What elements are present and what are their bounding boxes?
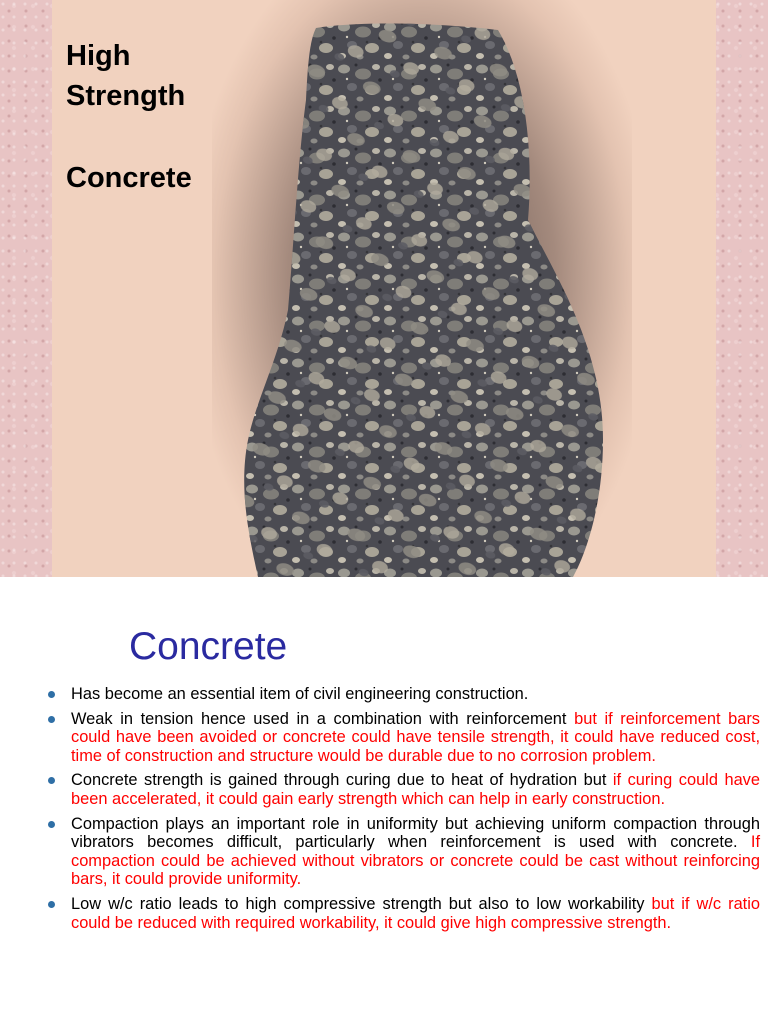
bullet-list bbox=[44, 685, 760, 938]
bullet-text: Low w/c ratio leads to high compressive strength but also to low workability bbox=[71, 894, 652, 913]
bullet-item bbox=[44, 895, 760, 932]
bullet-text: Weak in tension hence used in a combination with reinforcement bbox=[71, 709, 575, 728]
bullet-text: Has become an essential item of civil engineering construction. bbox=[71, 685, 529, 703]
bullet-highlight: if curing could have been accelerated, it could gain early strength which can help in early construction. bbox=[71, 771, 760, 808]
bullet-dot-icon bbox=[48, 691, 55, 698]
bullet-highlight: If compaction could be achieved without vibrators or concrete could be cast without reinforcing bars, it could provide uniformity. bbox=[71, 833, 760, 889]
slide1-title bbox=[66, 36, 192, 198]
bullet-item bbox=[44, 771, 760, 808]
bullet-text: Compaction plays an important role in uniformity but achieving uniform compaction through vibrators becomes difficult, particularly when reinforcement is used with concrete. bbox=[71, 814, 760, 852]
bullet-item bbox=[44, 710, 760, 766]
concrete-sample-image bbox=[198, 20, 608, 577]
title-line-concrete: Concrete bbox=[66, 162, 192, 194]
bullet-dot-icon bbox=[48, 821, 55, 828]
bullet-dot-icon bbox=[48, 777, 55, 784]
bullet-item bbox=[44, 685, 760, 704]
bullet-item bbox=[44, 815, 760, 889]
title-line-strength: Strength bbox=[66, 80, 186, 112]
slide2-title: Concrete bbox=[129, 625, 288, 668]
bullet-dot-icon bbox=[48, 716, 55, 723]
bullet-highlight: but if reinforcement bars could have been avoided or concrete could have tensile strength, it could have reduced cost, time of construction and structure would be durable due to no corrosion problem. bbox=[71, 709, 760, 765]
title-line-high: High bbox=[66, 40, 131, 72]
bullet-dot-icon bbox=[48, 901, 55, 908]
bullet-highlight: but if w/c ratio could be reduced with required workability, it could give high compressive strength. bbox=[71, 894, 760, 932]
slide-concrete bbox=[0, 577, 768, 1024]
bullet-text: Concrete strength is gained through curing due to heat of hydration but bbox=[71, 771, 613, 790]
